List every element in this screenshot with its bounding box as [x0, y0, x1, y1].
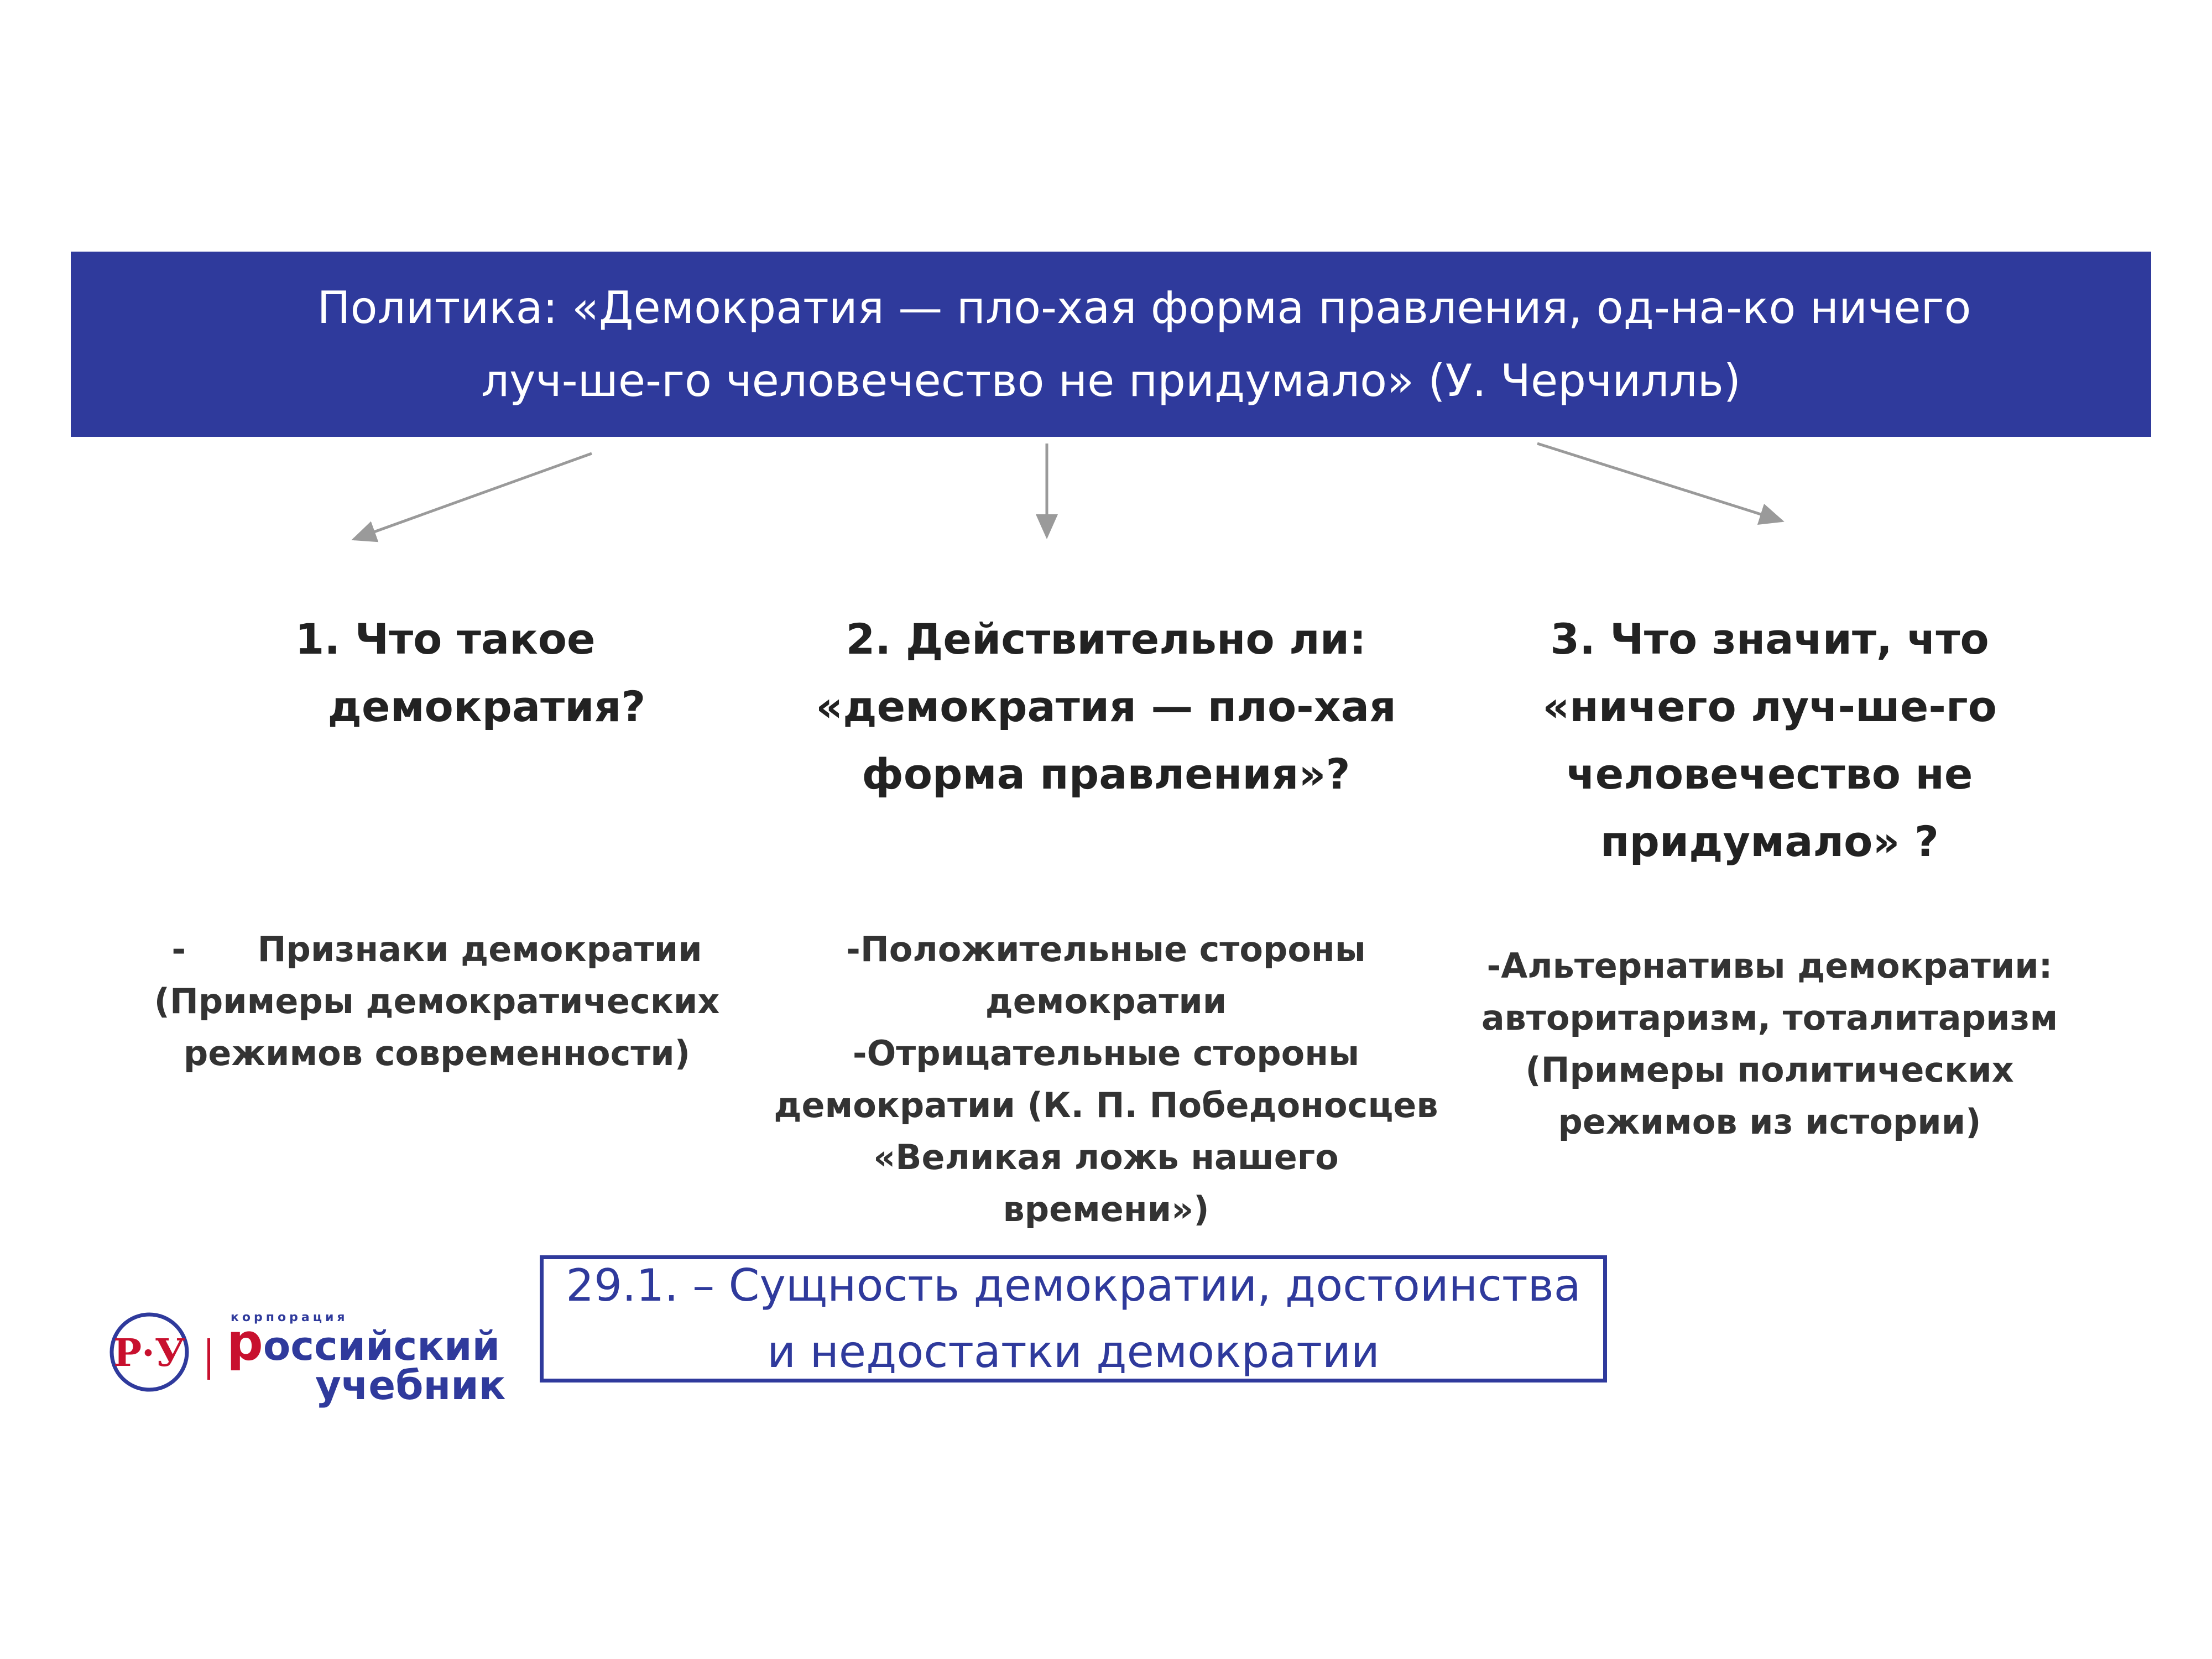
question-3-body-line-4: режимов из истории): [1558, 1102, 1981, 1142]
question-3-body-line-2: авторитаризм, тоталитаризм: [1481, 998, 2058, 1038]
question-3-title: [1493, 606, 2046, 875]
question-2-body: [769, 924, 1443, 1235]
logo-word-1-initial: р: [227, 1313, 263, 1372]
banner-line-2: луч-ше-го человечество не придумало» (У. Черчилль): [481, 354, 1741, 406]
question-2-title: [774, 606, 1438, 808]
banner-line-1: Политика: «Демократия — пло-хая форма правления, од-на-ко ничего: [317, 281, 1971, 333]
question-3-body-line-1: -Альтернативы демократии:: [1486, 946, 2053, 986]
question-1-body-line-1: - Признаки демократии: [171, 929, 702, 969]
question-1-line-1: 1. Что такое: [295, 614, 596, 664]
question-1-title: [238, 606, 735, 740]
question-2-line-2: «демократия — пло-хая: [816, 682, 1396, 731]
logo-mark-icon: [108, 1311, 191, 1394]
question-3-body-line-3: (Примеры политических: [1525, 1050, 2014, 1090]
lesson-topic-box: [540, 1255, 1607, 1383]
logo-word-2: учебник: [315, 1362, 506, 1408]
arrow-right: [1537, 444, 1782, 521]
question-3-line-2: «ничего луч-ше-го: [1542, 682, 1997, 731]
logo-word-1-rest: оссийский: [263, 1323, 500, 1369]
question-2-body-line-4: демократии (К. П. Победоносцев: [774, 1085, 1438, 1125]
question-2-body-line-3: -Отрицательные стороны: [852, 1033, 1360, 1073]
question-2-body-line-5: «Великая ложь нашего: [873, 1137, 1339, 1177]
question-2-body-line-1: -Положительные стороны: [846, 929, 1366, 969]
arrow-left: [354, 453, 592, 539]
question-3-line-3: человечество не: [1566, 749, 1973, 799]
question-3-line-4: придумало» ?: [1600, 817, 1939, 866]
question-1-line-2: демократия?: [327, 682, 646, 731]
logo-mark-letters: Р·У: [113, 1331, 185, 1375]
topic-line-1: 29.1. – Сущность демократии, достоинства: [566, 1260, 1581, 1311]
question-1-body-line-3: режимов современности): [183, 1033, 691, 1073]
question-1-body: [138, 924, 735, 1079]
question-2-body-line-2: демократии: [985, 981, 1227, 1021]
question-1-body-line-2: (Примеры демократических: [154, 981, 720, 1021]
logo-divider: [207, 1338, 210, 1380]
logo-caption: корпорация: [231, 1311, 348, 1324]
question-3-line-1: 3. Что значит, что: [1550, 614, 1989, 664]
question-2-line-1: 2. Действительно ли:: [846, 614, 1366, 664]
topic-line-2: и недостатки демократии: [767, 1326, 1380, 1378]
publisher-logo: [108, 1294, 506, 1421]
question-2-body-line-6: времени»): [1003, 1189, 1209, 1229]
question-3-body: [1471, 940, 2068, 1148]
question-2-line-3: форма правления»?: [862, 749, 1350, 799]
